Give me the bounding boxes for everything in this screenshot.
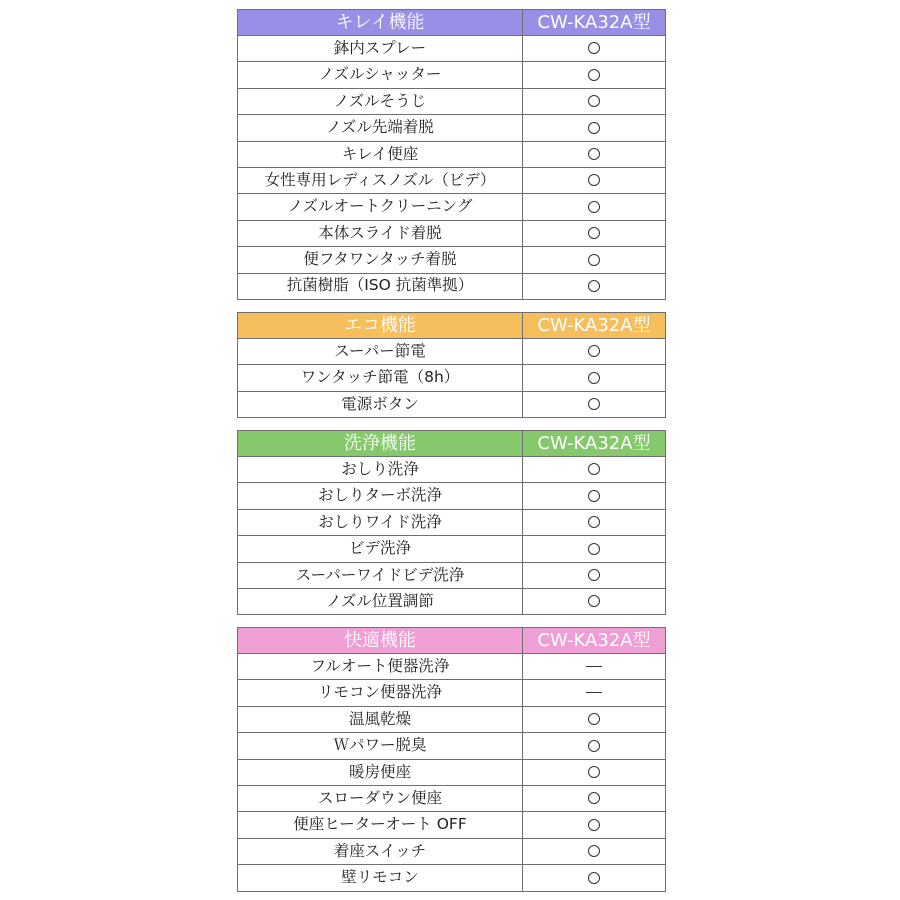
feature-name: 抗菌樹脂（ISO 抗菌準拠） [238, 273, 523, 299]
section-header-row [238, 313, 666, 339]
feature-name: 便座ヒーターオート OFF [238, 812, 523, 838]
feature-name: スーパー節電 [238, 339, 523, 365]
feature-availability [523, 115, 666, 141]
feature-availability [523, 733, 666, 759]
table-row [238, 785, 666, 811]
feature-availability [523, 339, 666, 365]
circle-mark [588, 69, 600, 81]
feature-name: ノズル先端着脱 [238, 115, 523, 141]
feature-name: キレイ便座 [238, 141, 523, 167]
feature-availability [523, 36, 666, 62]
feature-availability [523, 654, 666, 680]
feature-availability [523, 838, 666, 864]
table-row [238, 706, 666, 732]
circle-mark [588, 792, 600, 804]
feature-availability [523, 865, 666, 891]
circle-mark [588, 569, 600, 581]
table-row [238, 588, 666, 614]
circle-mark [588, 201, 600, 213]
feature-name: おしりターボ洗浄 [238, 483, 523, 509]
table-row [238, 509, 666, 535]
feature-availability [523, 194, 666, 220]
model-header: CW-KA32A型 [523, 431, 666, 457]
circle-mark [588, 490, 600, 502]
table-row [238, 838, 666, 864]
feature-name: 温風乾燥 [238, 706, 523, 732]
feature-name: 便フタワンタッチ着脱 [238, 247, 523, 273]
spec-table-kaiteki [237, 627, 666, 892]
section-title: 洗浄機能 [238, 431, 523, 457]
table-row [238, 141, 666, 167]
table-row [238, 457, 666, 483]
feature-availability [523, 812, 666, 838]
table-row [238, 654, 666, 680]
feature-availability [523, 680, 666, 706]
feature-availability [523, 247, 666, 273]
feature-name: 鉢内スプレー [238, 36, 523, 62]
circle-mark [588, 280, 600, 292]
feature-name: 電源ボタン [238, 391, 523, 417]
table-row [238, 273, 666, 299]
circle-mark [588, 713, 600, 725]
table-row [238, 680, 666, 706]
spec-table-body [238, 431, 666, 615]
feature-availability [523, 88, 666, 114]
feature-availability [523, 509, 666, 535]
circle-mark [588, 845, 600, 857]
circle-mark [588, 595, 600, 607]
circle-mark [588, 42, 600, 54]
feature-name: リモコン便器洗浄 [238, 680, 523, 706]
feature-availability [523, 141, 666, 167]
table-row [238, 365, 666, 391]
feature-availability [523, 457, 666, 483]
table-row [238, 536, 666, 562]
feature-name: ノズルそうじ [238, 88, 523, 114]
spec-table-body [238, 628, 666, 892]
feature-name: スローダウン便座 [238, 785, 523, 811]
feature-name: ノズル位置調節 [238, 588, 523, 614]
feature-name: ノズルオートクリーニング [238, 194, 523, 220]
feature-availability [523, 365, 666, 391]
circle-mark [588, 543, 600, 555]
feature-availability [523, 588, 666, 614]
spec-table-senjo [237, 430, 666, 615]
table-row [238, 115, 666, 141]
feature-name: ビデ洗浄 [238, 536, 523, 562]
circle-mark [588, 463, 600, 475]
model-header: CW-KA32A型 [523, 628, 666, 654]
circle-mark [588, 516, 600, 528]
feature-name: スーパーワイドビデ洗浄 [238, 562, 523, 588]
feature-name: ノズルシャッター [238, 62, 523, 88]
table-row [238, 339, 666, 365]
section-header-row [238, 10, 666, 36]
feature-availability [523, 483, 666, 509]
circle-mark [588, 345, 600, 357]
table-row [238, 865, 666, 891]
feature-availability [523, 62, 666, 88]
circle-mark [588, 740, 600, 752]
table-row [238, 733, 666, 759]
feature-name: おしりワイド洗浄 [238, 509, 523, 535]
feature-availability [523, 220, 666, 246]
feature-availability [523, 759, 666, 785]
table-row [238, 62, 666, 88]
circle-mark [588, 819, 600, 831]
circle-mark [588, 174, 600, 186]
spec-table-body [238, 10, 666, 300]
table-row [238, 220, 666, 246]
feature-availability [523, 706, 666, 732]
circle-mark [588, 254, 600, 266]
feature-name: フルオート便器洗浄 [238, 654, 523, 680]
spec-table-eco [237, 312, 666, 418]
feature-availability [523, 536, 666, 562]
circle-mark [588, 398, 600, 410]
table-row [238, 36, 666, 62]
table-row [238, 167, 666, 193]
section-title: キレイ機能 [238, 10, 523, 36]
circle-mark [588, 122, 600, 134]
feature-name: 壁リモコン [238, 865, 523, 891]
spec-table-body [238, 313, 666, 418]
feature-availability [523, 562, 666, 588]
feature-availability [523, 391, 666, 417]
feature-availability [523, 785, 666, 811]
table-row [238, 759, 666, 785]
section-header-row [238, 628, 666, 654]
table-row [238, 812, 666, 838]
table-row [238, 562, 666, 588]
circle-mark [588, 372, 600, 384]
table-row [238, 194, 666, 220]
feature-name: 女性専用レディスノズル（ビデ） [238, 167, 523, 193]
circle-mark [588, 95, 600, 107]
circle-mark [588, 766, 600, 778]
feature-name: 本体スライド着脱 [238, 220, 523, 246]
table-row [238, 391, 666, 417]
dash-mark [586, 692, 602, 693]
section-title: 快適機能 [238, 628, 523, 654]
circle-mark [588, 227, 600, 239]
table-row [238, 88, 666, 114]
circle-mark [588, 872, 600, 884]
feature-name: おしり洗浄 [238, 457, 523, 483]
feature-name: ワンタッチ節電（8h） [238, 365, 523, 391]
feature-name: 着座スイッチ [238, 838, 523, 864]
model-header: CW-KA32A型 [523, 313, 666, 339]
spec-table-kirei [237, 9, 666, 300]
model-header: CW-KA32A型 [523, 10, 666, 36]
feature-availability [523, 167, 666, 193]
table-row [238, 483, 666, 509]
feature-name: Ｗパワー脱臭 [238, 733, 523, 759]
section-header-row [238, 431, 666, 457]
feature-name: 暖房便座 [238, 759, 523, 785]
circle-mark [588, 148, 600, 160]
table-row [238, 247, 666, 273]
dash-mark [586, 666, 602, 667]
section-title: エコ機能 [238, 313, 523, 339]
feature-availability [523, 273, 666, 299]
